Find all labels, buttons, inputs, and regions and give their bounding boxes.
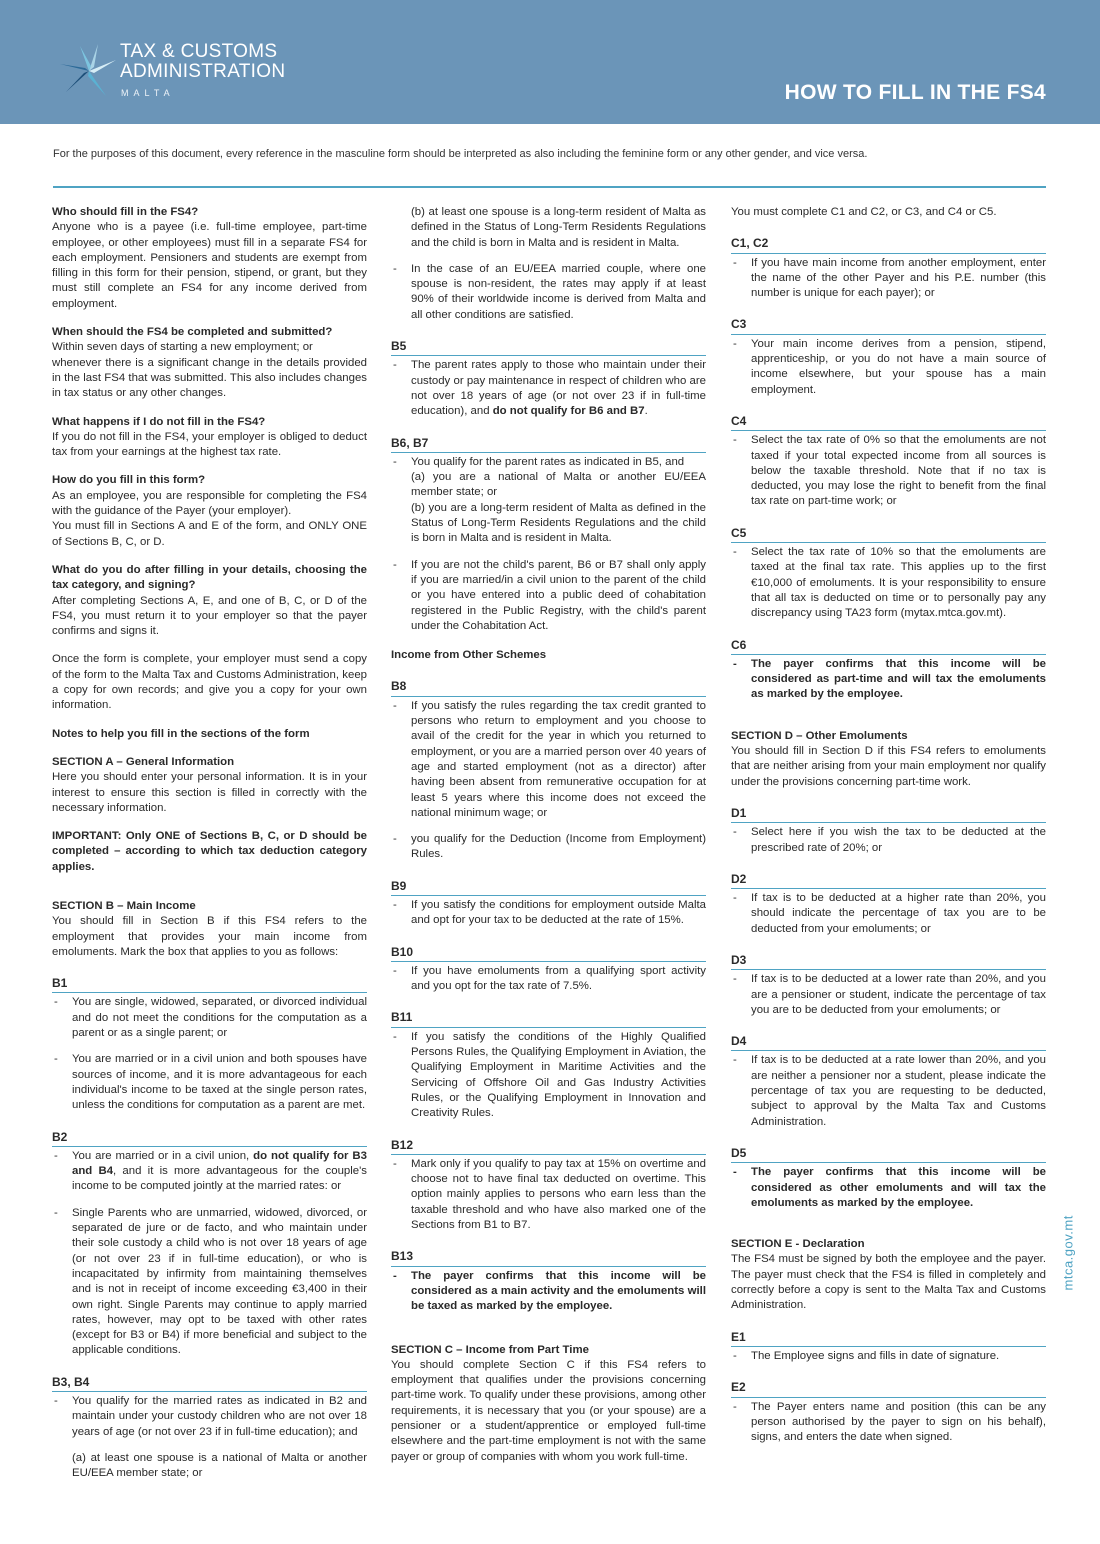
field-label-b9: B9 [391, 879, 706, 896]
list-item: - You are married or in a civil union and both spouses have sources of income, and it is more advantageous for each individual's income to be taxed at the single person rates, unless the conditions for computation as a parent are met. [52, 1052, 367, 1113]
list-item: - If you are not the child's parent, B6 or B7 shall only apply if you are married/in a civil union to the parent of the child or you have entered into a public deed of cohabitation registered in the Public Registry, with the child's parent under the Cohabitation Act. [391, 558, 706, 634]
section-text: The FS4 must be signed by both the employee and the payer. The payer must check that the FS4 is filled in completely and correctly before a copy is sent to the Malta Tax and Customs Administration. [731, 1253, 1046, 1312]
field-label-d5: D5 [731, 1146, 1046, 1163]
faq-question: How do you fill in this form? [52, 474, 206, 487]
list-item: - If you satisfy the conditions of the Highly Qualified Persons Rules, the Qualifying Employment in Aviation, the Qualifying Employment in Maritime Activities and the Servicing of Offshore Oil and Gas Industry Activities Rules, or the Qualifying Employment in Innovation and Creativity Rules. [391, 1030, 706, 1122]
faq-after [52, 563, 367, 639]
list-item: - Select here if you wish the tax to be deducted at the prescribed rate of 20%; or [731, 825, 1046, 856]
list-item: - If tax is to be deducted at a rate lower than 20%, and you are neither a pensioner nor a student, please indicate the percentage of tax you are requesting to be deducted, subject to approval by the Malta Tax and Customs Administration. [731, 1053, 1046, 1129]
field-label-b8: B8 [391, 679, 706, 696]
list-item: - The Payer enters name and position (this can be any person authorised by the payer to sign on his behalf), signs, and enters the date when signed. [731, 1400, 1046, 1446]
text: . [644, 405, 648, 418]
list-item: - The payer confirms that this income will be considered as a main activity and the emoluments will be taxed as marked by the employee. [391, 1269, 706, 1315]
field-label-c4: C4 [731, 414, 1046, 431]
faq-answer: Anyone who is a payee (i.e. full-time employee, part-time employee, or other employees) must fill in a separate FS4 for each employment. Pensioners and students are exempt from filling in this form for their pension, stipend, or grant, but they must still complete an FS4 for any income derived from employment. [52, 221, 367, 310]
org-name-line1: TAX & CUSTOMS [120, 41, 278, 62]
faq-how [52, 473, 367, 549]
side-url-text: mtca.gov.mt [1060, 1215, 1076, 1291]
faq-answer: After completing Sections A, E, and one of B, C, or D of the FS4, you must return it to your employer so that the payer confirms and signs it. [52, 594, 367, 638]
divider [53, 186, 1046, 188]
list-item: - If tax is to be deducted at a lower rate than 20%, and you are a pensioner or student, indicate the percentage of tax you are to be deducted from your emoluments; or [731, 972, 1046, 1018]
list-item: - You are single, widowed, separated, or divorced individual and do not meet the conditions for the computation as a parent or as a single parent; or [52, 995, 367, 1041]
field-label-c6: C6 [731, 638, 1046, 655]
section-title: SECTION A – General Information [52, 755, 235, 768]
list-item: - In the case of an EU/EEA married couple, where one spouse is non-resident, the rates may apply if at least 90% of their worldwide income is derived from Malta and all other conditions are satisfied. [391, 262, 706, 323]
text: - You qualify for the parent rates as indicated in B5, and [411, 455, 685, 468]
faq-question: What do you do after filling in your details, choosing the tax category, and signing? [52, 563, 367, 592]
faq-answer: If you do not fill in the FS4, your employer is obliged to deduct tax from your earnings at the highest tax rate. [52, 430, 367, 459]
text: (a) you are a national of Malta or another EU/EEA member state; or [411, 471, 706, 499]
faq-answer: As an employee, you are responsible for completing the FS4 with the guidance of the Payer (your employer). [52, 489, 367, 518]
field-label-b3-b4: B3, B4 [52, 1375, 367, 1392]
text: You are married or in a civil union, [72, 1149, 254, 1162]
notes-heading: Notes to help you fill in the sections of the form [52, 727, 310, 740]
mtca-logo-icon [58, 40, 120, 102]
field-label-b1: B1 [52, 976, 367, 993]
list-item [52, 1149, 367, 1195]
column-2 [391, 205, 706, 1478]
field-label-d4: D4 [731, 1034, 1046, 1051]
list-item [391, 455, 706, 547]
field-label-d1: D1 [731, 806, 1046, 823]
other-schemes-heading: Income from Other Schemes [391, 649, 547, 662]
bold-text: do not qualify for B3 and B4 [72, 1149, 367, 1178]
column-1 [52, 205, 367, 1492]
section-a [52, 755, 367, 816]
section-text: You should fill in Section B if this FS4 refers to the employment that provides your main income from emoluments. Mark the box that applies to you as follows: [52, 915, 367, 958]
list-item: - Your main income derives from a pension, stipend, apprenticeship, or you do not have a main source of income elsewhere, but your spouse has a main employment. [731, 337, 1046, 398]
faq-answer: You must fill in Sections A and E of the form, and ONLY ONE of Sections B, C, or D. [52, 520, 367, 548]
field-label-b10: B10 [391, 945, 706, 962]
gender-disclaimer: For the purposes of this document, every reference in the masculine form should be interpreted as also including the feminine form or any other gender, and vice versa. [53, 148, 868, 160]
field-label-c5: C5 [731, 526, 1046, 543]
field-label-c3: C3 [731, 317, 1046, 334]
field-label-b11: B11 [391, 1010, 706, 1027]
list-item: - you qualify for the Deduction (Income from Employment) Rules. [391, 832, 706, 863]
org-name-line2: ADMINISTRATION [120, 61, 286, 82]
faq-what-happens [52, 415, 367, 461]
section-d [731, 729, 1046, 790]
column-3 [731, 205, 1046, 1456]
list-item: - Select the tax rate of 0% so that the emoluments are not taxed if your total expected income from all sources is below the taxable threshold. Note that if no tax is deducted, you may lose the right to benefit from the final tax rate on part-time work; or [731, 433, 1046, 509]
sub-item: (a) at least one spouse is a national of Malta or another EU/EEA member state; or [72, 1451, 367, 1480]
section-e [731, 1237, 1046, 1313]
list-item: - Mark only if you qualify to pay tax at 15% on overtime and choose not to have final tax deducted on overtime. This option mainly applies to persons who earn less than the taxable threshold and who have also marked one of the Sections from B1 to B7. [391, 1157, 706, 1233]
field-label-b12: B12 [391, 1138, 706, 1155]
faq-answer: Within seven days of starting a new employment; or [52, 341, 313, 354]
section-c [391, 1343, 706, 1465]
section-title: SECTION E - Declaration [731, 1238, 865, 1251]
section-text: You should fill in Section D if this FS4 refers to emoluments that are neither arising from your main employment nor qualify under the provisions concerning part-time work. [731, 745, 1046, 788]
list-item: - Select the tax rate of 10% so that the emoluments are taxed at the final tax rate. This applies up to the first €10,000 of emoluments. It is your responsibility to ensure that all tax is deducted on time or to personally pay any discrepancy using TA23 form (mytax.mtca.gov.mt). [731, 545, 1046, 621]
list-item: - If you have emoluments from a qualifying sport activity and you opt for the tax rate of 7.5%. [391, 964, 706, 995]
bold-text: do not qualify for B6 and B7 [492, 405, 645, 418]
faq-question: When should the FS4 be completed and submitted? [52, 326, 333, 339]
faq-who [52, 205, 367, 312]
section-title: SECTION C – Income from Part Time [391, 1343, 589, 1356]
list-item: - If you have main income from another employment, enter the name of the other Payer and his P.E. number (this number is unique for each payer); or [731, 256, 1046, 302]
section-text: Here you should enter your personal information. It is in your interest to ensure this section is filled in correctly with the necessary information. [52, 771, 367, 814]
list-item: - The payer confirms that this income will be considered as other emoluments and will tax the emoluments as marked by the employee. [731, 1165, 1046, 1211]
section-c-intro: You must complete C1 and C2, or C3, and C4 or C5. [731, 206, 997, 218]
text: (b) you are a long-term resident of Malta as defined in the Status of Long-Term Residents Regulations and the child is born in Malta and is resident in Malta. [411, 501, 706, 545]
org-country: MALTA [121, 88, 175, 98]
field-label-b2: B2 [52, 1130, 367, 1147]
faq-answer: whenever there is a significant change in the details provided in the last FS4 that was submitted. This also includes changes in tax status or any other changes. [52, 356, 367, 400]
field-label-b13: B13 [391, 1249, 706, 1266]
sub-item: (b) at least one spouse is a long-term resident of Malta as defined in the Status of Long-Term Residents Regulations and the child is born in Malta and is resident in Malta. [411, 206, 706, 249]
field-label-d3: D3 [731, 953, 1046, 970]
section-b [52, 899, 367, 960]
list-item: - You qualify for the married rates as indicated in B2 and maintain under your custody children who are not over 18 years of age (or not over 23 if in full-time education); and [52, 1394, 367, 1440]
field-label-e2: E2 [731, 1380, 1046, 1397]
text: , and it is more advantageous for the couple's income to be computed jointly at the married rates: or [72, 1165, 367, 1193]
side-url[interactable] [1058, 1215, 1078, 1295]
faq-question: What happens if I do not fill in the FS4? [52, 415, 266, 428]
section-text: You should complete Section C if this FS4 refers to employment that qualifies under the provisions concerning part-time work. To qualify under these provisions, among other requirements, it is necessary that you (or your spouse) are a pensioner or a student/apprentice or employed full-time elsewhere and the part-time employment is not with the same payer or group of companies with whom you work full-time. [391, 1358, 706, 1463]
list-item: - If you satisfy the conditions for employment outside Malta and opt for your tax to be deducted at the rate of 15%. [391, 898, 706, 929]
field-label-b5: B5 [391, 339, 706, 356]
list-item: - The Employee signs and fills in date of signature. [731, 1349, 1046, 1364]
field-label-b6-b7: B6, B7 [391, 436, 706, 453]
list-item: - If you satisfy the rules regarding the tax credit granted to persons who return to employment and you choose to avail of the credit for the year in which you returned to employment, or you are a married person over 40 years of age and started employment (not as a director) after having been absent from remunerative occupation for at least 5 years where this income does not exceed the national minimum wage; or [391, 699, 706, 821]
field-label-c1-c2: C1, C2 [731, 236, 1046, 253]
list-item [391, 358, 706, 419]
list-item: - The payer confirms that this income will be considered as part-time and will tax the emoluments as marked by the employee. [731, 657, 1046, 703]
important-note: IMPORTANT: Only ONE of Sections B, C, or D should be completed – according to which tax deduction category applies. [52, 830, 367, 873]
section-title: SECTION B – Main Income [52, 899, 196, 912]
field-label-e1: E1 [731, 1330, 1046, 1347]
field-label-d2: D2 [731, 872, 1046, 889]
faq-when [52, 325, 367, 401]
section-title: SECTION D – Other Emoluments [731, 729, 908, 742]
text: The parent rates apply to those who maintain under their custody or pay maintenance in respect of children who are not over 18 years of age (or not over 23 if in full-time education), and [411, 359, 706, 418]
list-item: - If tax is to be deducted at a higher rate than 20%, you should indicate the percentage of tax you are to be deducted from your emoluments; or [731, 891, 1046, 937]
page-header [0, 0, 1100, 124]
list-item: - Single Parents who are unmarried, widowed, divorced, or separated de jure or de facto, and who maintain under their sole custody a child who is not over 18 years of age (or not over 23 if in full-time education), or who is incapacitated by infirmity from maintaining themselves and is not in receipt of income exceeding €3,400 in their own right. Single Parents may continue to apply married rates, however, may opt to be taxed with other rates (except for B3 or B4) if more beneficial and subject to the applicable conditions. [52, 1206, 367, 1359]
paragraph: Once the form is complete, your employer must send a copy of the form to the Malta Tax and Customs Administration, keep a copy for own records; and give you a copy for your own information. [52, 653, 367, 712]
page-title: HOW TO FILL IN THE FS4 [784, 81, 1046, 104]
faq-question: Who should fill in the FS4? [52, 206, 199, 218]
